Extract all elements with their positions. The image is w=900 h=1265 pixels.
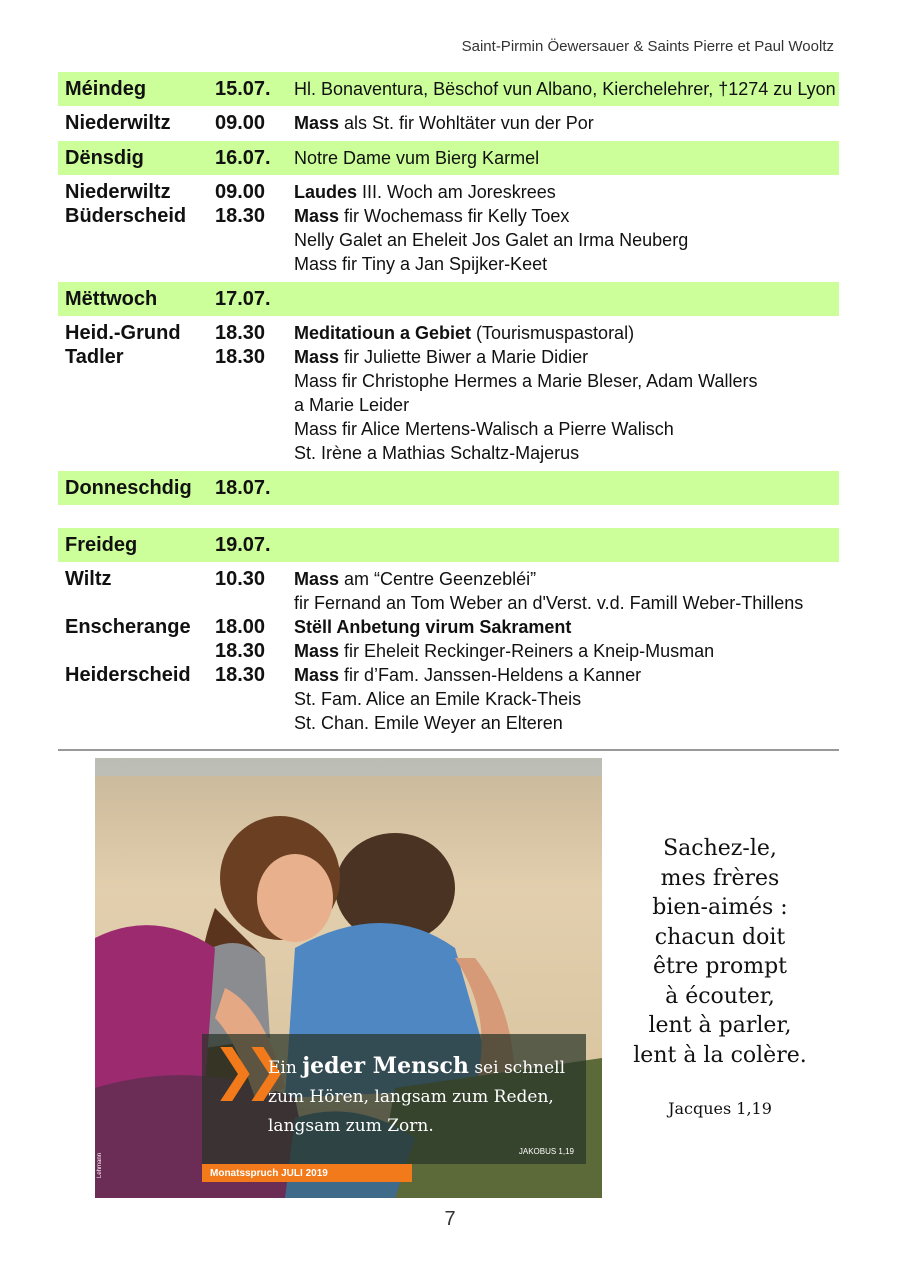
row-time: 18.30: [215, 640, 266, 662]
poster-month-bar: Monatsspruch JULI 2019: [202, 1164, 412, 1182]
schedule-row: [58, 567, 839, 591]
row-place: Heid.-Grund: [65, 322, 181, 344]
row-place: Wiltz: [65, 568, 112, 590]
quote-line: lent à la colère.: [633, 1042, 807, 1068]
poster-line1-emphasis: jeder Mensch: [302, 1053, 469, 1079]
row-time: [215, 591, 294, 615]
photo-credit: Lehmann: [97, 1152, 103, 1178]
day-header: [58, 72, 839, 106]
quote-line: lent à parler,: [648, 1013, 792, 1038]
row-text: [294, 615, 839, 639]
day-name: Freideg: [65, 533, 138, 556]
row-time: [215, 417, 294, 441]
day-entries: [58, 107, 839, 141]
schedule-row: [58, 687, 839, 711]
schedule-row: [58, 345, 839, 369]
row-detail: St. Chan. Emile Weyer an Elteren: [294, 713, 563, 733]
row-keyword: Mass: [294, 347, 340, 367]
row-time: [215, 711, 294, 735]
row-place: Heiderscheid: [65, 664, 191, 686]
row-detail: Mass fir Christophe Hermes a Marie Bleser, Adam Wallers: [294, 371, 758, 391]
row-keyword: Mass: [294, 569, 340, 589]
divider: [58, 749, 839, 751]
day-date: 15.07.: [215, 77, 271, 100]
schedule-row: [58, 663, 839, 687]
day-name: Donneschdig: [65, 476, 192, 499]
row-time: 09.00: [215, 112, 266, 134]
row-time: 09.00: [215, 181, 266, 203]
row-detail: Nelly Galet an Eheleit Jos Galet an Irma Neuberg: [294, 230, 689, 250]
day-name: Méindeg: [65, 77, 147, 100]
row-keyword: Meditatioun a Gebiet: [294, 323, 472, 343]
day-date: 17.07.: [215, 287, 271, 310]
row-text: [294, 111, 839, 135]
row-detail: fir Fernand an Tom Weber an d'Verst. v.d. Famill Weber-Thillens: [294, 593, 804, 613]
row-detail: am “Centre Geenzebléi”: [339, 569, 537, 589]
row-text: [294, 639, 839, 663]
row-place: [58, 417, 215, 441]
row-keyword: Mass: [294, 641, 340, 661]
row-place: Niederwiltz: [65, 181, 171, 203]
quote-line: mes frères: [660, 865, 780, 891]
day-entries: [58, 176, 839, 282]
row-detail: (Tourismuspastoral): [471, 323, 635, 343]
row-time: 18.30: [215, 322, 266, 344]
row-text: [294, 591, 839, 615]
row-text: [294, 687, 839, 711]
row-text: [294, 204, 839, 228]
schedule-row: [58, 180, 839, 204]
row-time: [215, 369, 294, 393]
row-place: [58, 393, 215, 417]
day-spacer: [58, 506, 839, 528]
row-text: [294, 228, 839, 252]
double-chevron-icon: ❯❯: [212, 1038, 275, 1101]
poster-line1-post: sei schnell: [468, 1058, 566, 1078]
schedule: [58, 72, 839, 741]
schedule-row: [58, 441, 839, 465]
poster-image: [95, 758, 602, 1198]
row-text: [294, 663, 839, 687]
quote-line: chacun doit: [654, 924, 786, 950]
row-time: 18.30: [215, 346, 266, 368]
row-place: [58, 228, 215, 252]
row-place: Niederwiltz: [65, 112, 171, 134]
row-detail: fir Wochemass fir Kelly Toex: [339, 206, 570, 226]
page-number: 7: [444, 1208, 456, 1230]
day-header: [58, 141, 839, 175]
row-text: [294, 393, 839, 417]
row-detail: Mass fir Alice Mertens-Walisch a Pierre Walisch: [294, 419, 674, 439]
schedule-row: [58, 591, 839, 615]
schedule-row: [58, 321, 839, 345]
poster-line1-pre: Ein: [268, 1058, 303, 1078]
row-keyword: Stëll Anbetung virum Sakrament: [294, 617, 572, 637]
day-name: Dënsdig: [65, 146, 144, 169]
schedule-row: [58, 252, 839, 276]
row-keyword: Mass: [294, 113, 340, 133]
row-place: Büderscheid: [65, 205, 187, 227]
row-place: [58, 441, 215, 465]
row-place: [58, 639, 215, 663]
row-text: [294, 321, 839, 345]
row-time: 18.00: [215, 616, 266, 638]
row-text: [294, 417, 839, 441]
schedule-row: [58, 711, 839, 735]
schedule-row: [58, 111, 839, 135]
quote-line: bien-aimés :: [652, 895, 788, 920]
poster-line2: zum Hören, langsam zum Reden,: [268, 1087, 554, 1107]
row-time: [215, 228, 294, 252]
row-detail: fir Juliette Biwer a Marie Didier: [339, 347, 589, 367]
row-detail: Mass fir Tiny a Jan Spijker-Keet: [294, 254, 548, 274]
row-place: Tadler: [65, 346, 124, 368]
bible-quote-reference: Jacques 1,19: [668, 1099, 772, 1118]
row-detail: fir d’Fam. Janssen-Heldens a Kanner: [339, 665, 642, 685]
row-time: [215, 252, 294, 276]
page-header: Saint-Pirmin Öewersauer & Saints Pierre et Paul Wooltz: [461, 38, 834, 55]
schedule-row: [58, 369, 839, 393]
poster-reference: JAKOBUS 1,19: [518, 1147, 574, 1156]
row-detail: St. Fam. Alice an Emile Krack-Theis: [294, 689, 582, 709]
schedule-row: [58, 393, 839, 417]
day-note: Hl. Bonaventura, Bëschof vun Albano, Kierchelehrer, †1274 zu Lyon: [294, 78, 836, 99]
row-place: [58, 591, 215, 615]
day-note: Notre Dame vum Bierg Karmel: [294, 147, 540, 168]
row-text: [294, 567, 839, 591]
quote-line: Sachez-le,: [663, 836, 777, 861]
row-text: [294, 252, 839, 276]
row-time: 10.30: [215, 568, 266, 590]
row-time: 18.30: [215, 664, 266, 686]
row-keyword: Mass: [294, 665, 340, 685]
day-date: 19.07.: [215, 533, 271, 556]
row-detail: fir Eheleit Reckinger-Reiners a Kneip-Musman: [339, 641, 715, 661]
row-detail: St. Irène a Mathias Schaltz-Majerus: [294, 443, 580, 463]
schedule-row: [58, 204, 839, 228]
row-text: [294, 711, 839, 735]
row-time: [215, 687, 294, 711]
row-detail: als St. fir Wohltäter vun der Por: [339, 113, 594, 133]
row-time: [215, 441, 294, 465]
day-date: 18.07.: [215, 476, 271, 499]
row-keyword: Mass: [294, 206, 340, 226]
row-keyword: Laudes: [294, 182, 358, 202]
poster-line3: langsam zum Zorn.: [268, 1116, 434, 1136]
schedule-row: [58, 417, 839, 441]
row-time: [215, 393, 294, 417]
day-header: [58, 282, 839, 316]
day-entries: [58, 563, 839, 741]
schedule-row: [58, 615, 839, 639]
quote-line: être prompt: [652, 954, 788, 979]
row-text: [294, 180, 839, 204]
row-text: [294, 369, 839, 393]
row-place: Enscherange: [65, 616, 191, 638]
day-date: 16.07.: [215, 146, 271, 169]
bible-quote: [625, 834, 815, 1070]
schedule-row: [58, 639, 839, 663]
row-place: [58, 711, 215, 735]
schedule-row: [58, 228, 839, 252]
poster-quote: [268, 1052, 578, 1141]
day-header: [58, 471, 839, 505]
day-name: Mëttwoch: [65, 287, 158, 310]
row-place: [58, 369, 215, 393]
day-header: [58, 528, 839, 562]
poster-caption: [202, 1034, 586, 1164]
row-detail: III. Woch am Joreskrees: [357, 182, 556, 202]
row-text: [294, 441, 839, 465]
day-entries: [58, 317, 839, 471]
row-time: 18.30: [215, 205, 266, 227]
row-place: [58, 252, 215, 276]
row-place: [58, 687, 215, 711]
quote-line: à écouter,: [665, 983, 775, 1009]
row-detail: a Marie Leider: [294, 395, 410, 415]
row-text: [294, 345, 839, 369]
